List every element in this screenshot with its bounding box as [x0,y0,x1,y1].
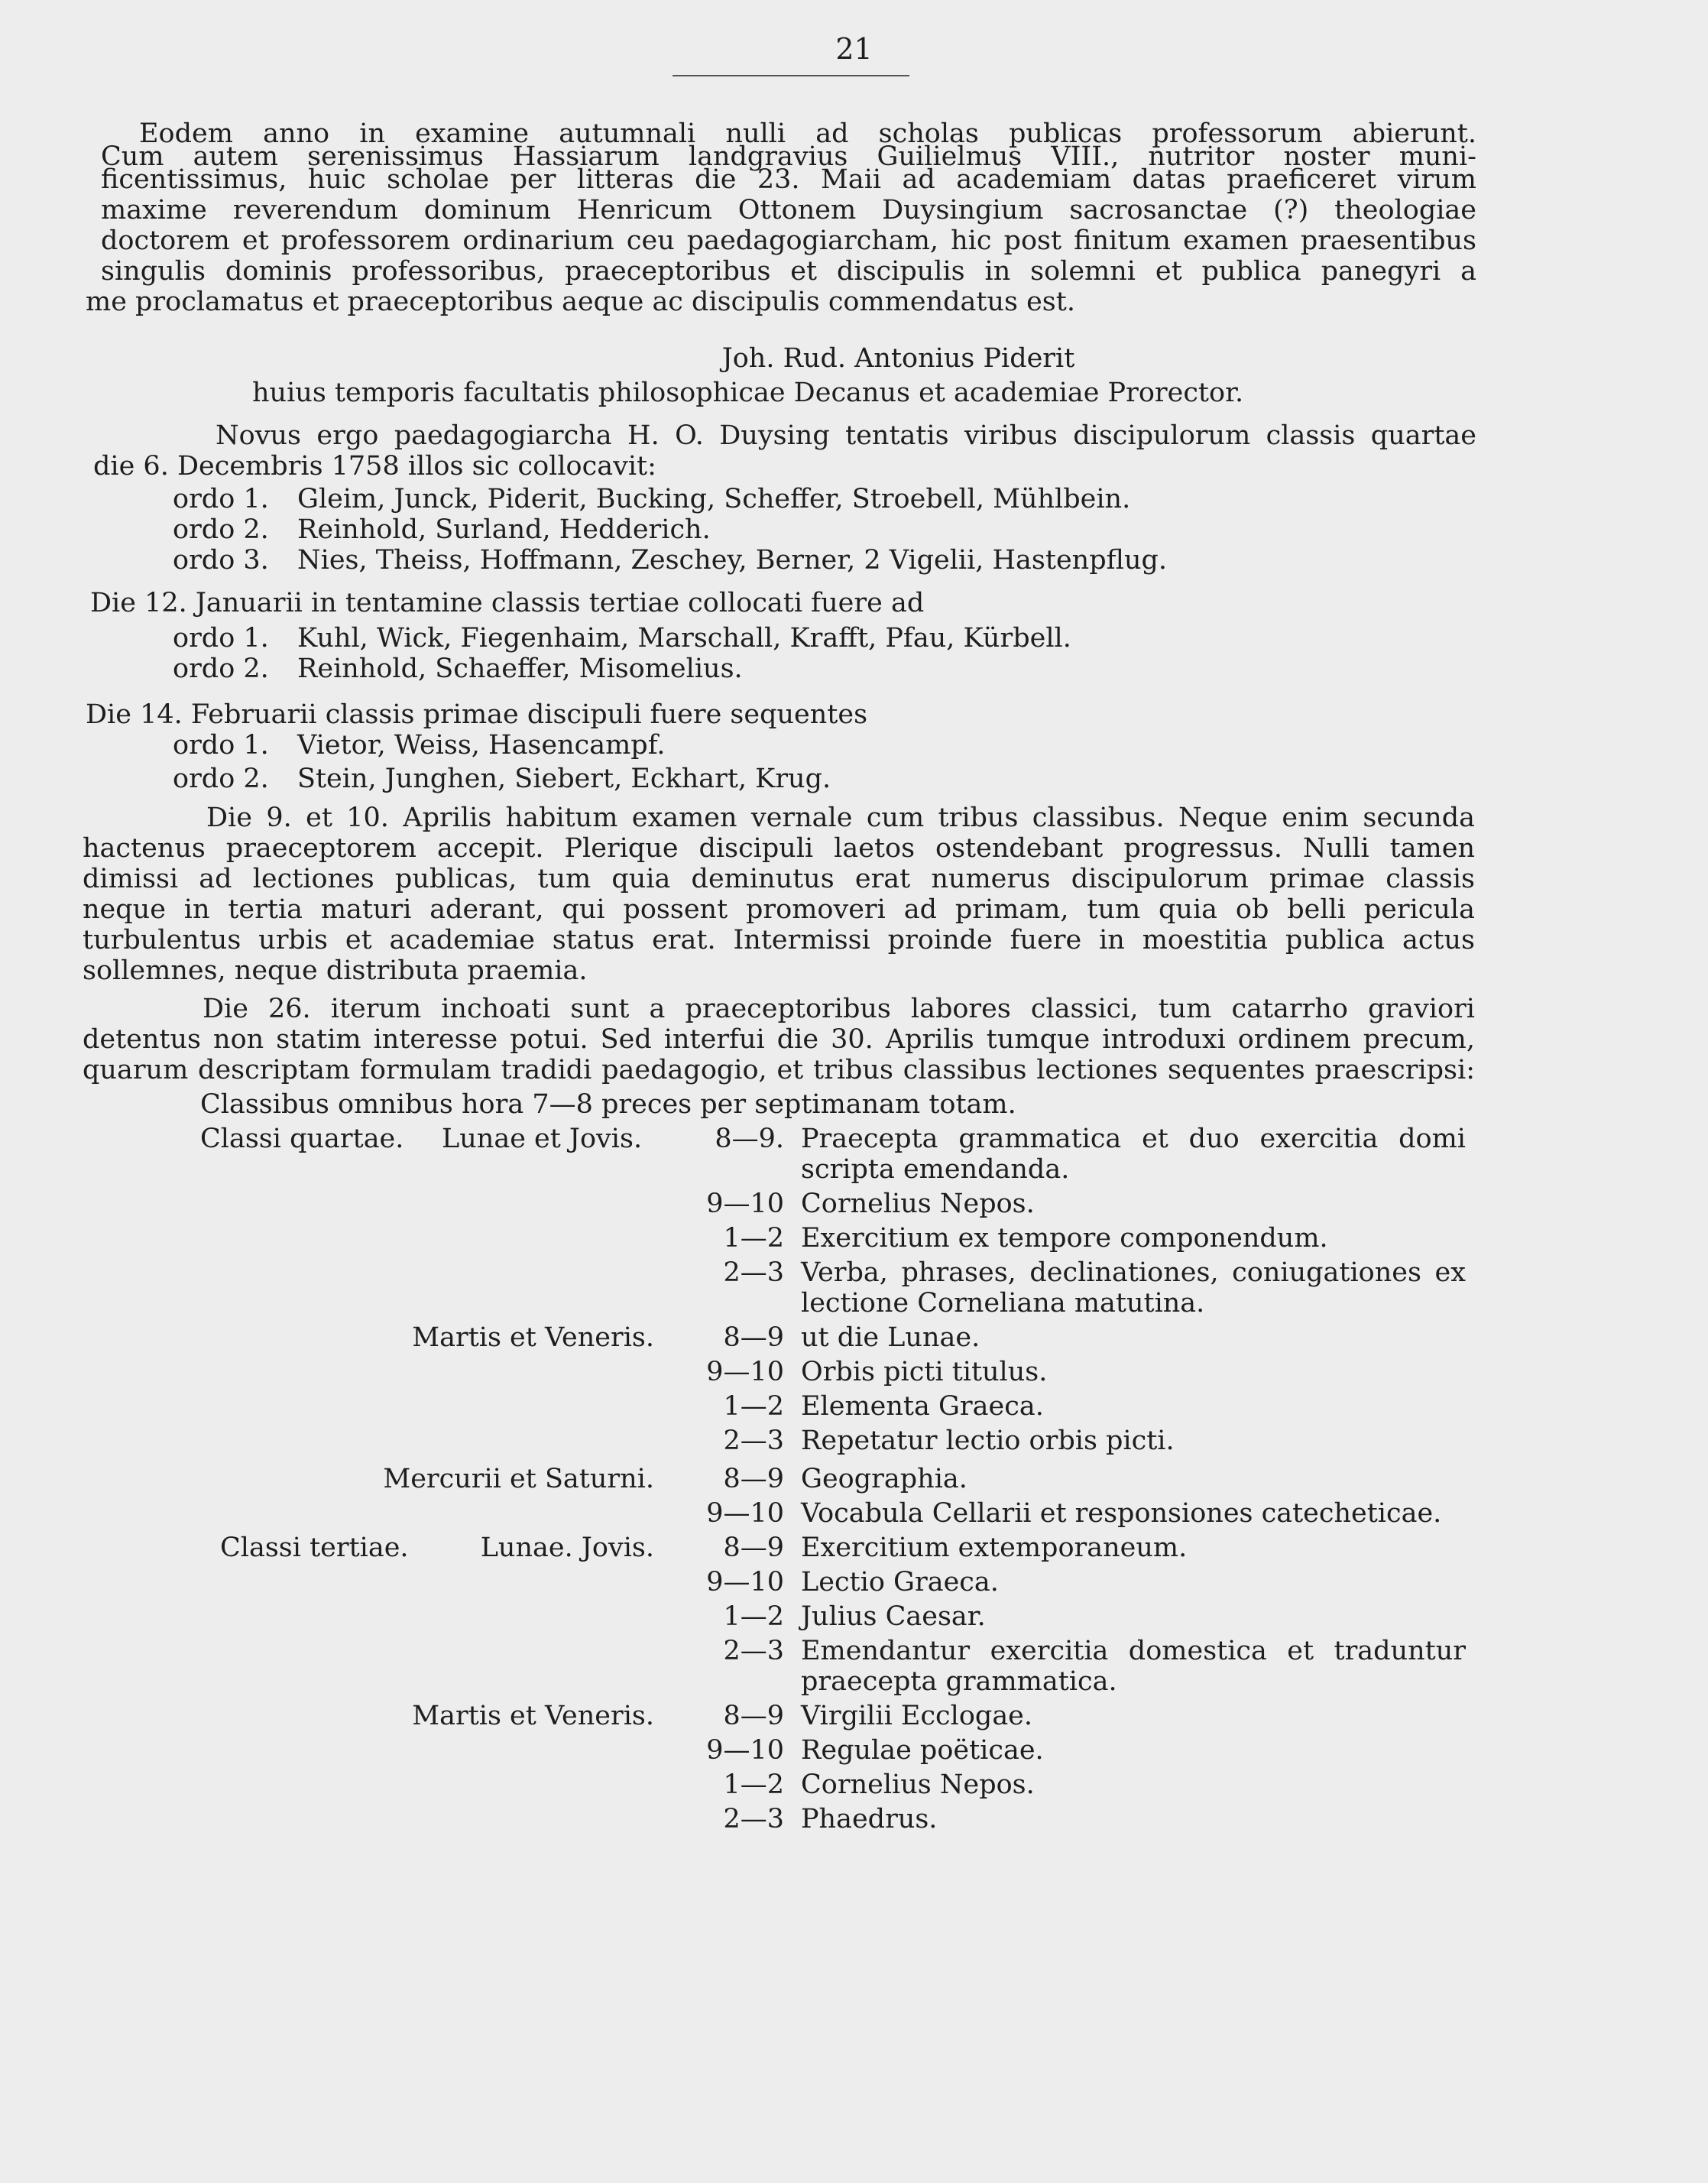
time-slot: 8—9 [723,1701,784,1731]
text-line: hactenus praeceptorem accepit. Plerique discipuli laetos ostendebant progressus. Nulli tamen [83,833,1475,864]
time-slot: 9—10 [706,1567,784,1598]
lesson-text: Lectio Graeca. [801,1567,999,1598]
time-slot: 1—2 [723,1601,784,1632]
ordo-row: ordo 1. Vietor, Weiss, Hasencampf. [173,730,666,761]
lesson-text: ut die Lunae. [801,1322,980,1353]
time-slot: 9—10 [706,1498,784,1529]
time-slot: 8—9 [723,1464,784,1494]
ordo-row: ordo 3. Nies, Theiss, Hoffmann, Zeschey, Berner, 2 Vigelii, Hastenpflug. [173,545,1168,576]
text-line: me proclamatus et praeceptoribus aeque ac discipulis commendatus est. [86,287,1075,317]
lesson-text: Virgilii Ecclogae. [801,1701,1033,1731]
text-line: singulis dominis professoribus, praeceptoribus et discipulis in solemni et publica panegyri a [101,256,1476,287]
lesson-text: Julius Caesar. [801,1601,986,1632]
time-slot: 9—10 [706,1357,784,1387]
text-line: Die 12. Januarii in tentamine classis tertiae collocati fuere ad [90,588,925,618]
lesson-text: Cornelius Nepos. [801,1189,1035,1219]
time-slot: 8—9 [723,1322,784,1353]
day-label: Martis et Veneris. [412,1322,654,1353]
text-line: die 6. Decembris 1758 illos sic collocavit: [93,451,656,482]
text-line: Cum autem serenissimus Hassiarum landgravius Guilielmus VIII., nutritor noster muni- [101,141,1476,172]
time-slot: 2—3 [723,1426,784,1456]
day-label: Mercurii et Saturni. [383,1464,654,1494]
lesson-text: Phaedrus. [801,1804,938,1834]
ordo-row: ordo 2. Reinhold, Schaeffer, Misomelius. [173,654,743,684]
text-line: Classibus omnibus hora 7—8 preces per septimanam totam. [200,1089,1016,1120]
lesson-text: Geographia. [801,1464,967,1494]
time-slot: 9—10 [706,1189,784,1219]
class-label: Classi tertiae. [220,1533,409,1563]
text-line: Novus ergo paedagogiarcha H. O. Duysing tentatis viribus discipulorum classis quartae [216,420,1476,451]
text-line: maxime reverendum dominum Henricum Ottonem Duysingium sacrosanctae (?) theologiae [101,195,1476,225]
text-line: dimissi ad lectiones publicas, tum quia deminutus erat numerus discipulorum primae classis [83,864,1475,894]
time-slot: 1—2 [723,1769,784,1800]
lesson-text: Regulae poëticae. [801,1735,1044,1766]
text-line: Eodem anno in examine autumnali nulli ad scholas publicas professorum abierunt. [139,118,1476,149]
lesson-text: scripta emendanda. [801,1154,1070,1185]
time-slot: 2—3 [723,1257,784,1288]
class-label: Classi quartae. [200,1124,404,1154]
text-line: ficentissimus, huic scholae per litteras die 23. Maii ad academiam datas praeficeret virum [101,164,1476,195]
lesson-text: Orbis picti titulus. [801,1357,1048,1387]
lesson-text: Emendantur exercitia domestica et traduntur [801,1636,1466,1666]
time-slot: 8—9 [723,1533,784,1563]
text-line: Die 14. Februarii classis primae discipuli fuere sequentes [86,699,868,730]
ordo-row: ordo 2. Reinhold, Surland, Hedderich. [173,514,711,545]
ordo-row: ordo 1. Kuhl, Wick, Fiegenhaim, Marschall, Krafft, Pfau, Kürbell. [173,623,1071,654]
day-label: Lunae. Jovis. [480,1533,654,1563]
lesson-text: Praecepta grammatica et duo exercitia domi [801,1124,1466,1154]
text-line: quarum descriptam formulam tradidi paedagogio, et tribus classibus lectiones sequentes praescripsi: [83,1055,1475,1085]
lesson-text: Exercitium extemporaneum. [801,1533,1188,1563]
text-line: Die 26. iterum inchoati sunt a praeceptoribus labores classici, tum catarrho graviori [203,994,1475,1024]
ordo-row: ordo 1. Gleim, Junck, Piderit, Bucking, Scheffer, Stroebell, Mühlbein. [173,484,1131,514]
time-slot: 2—3 [723,1804,784,1834]
text-line: doctorem et professorem ordinarium ceu paedagogiarcham, hic post finitum examen praesentibus [101,225,1476,256]
time-slot: 2—3 [723,1636,784,1666]
text-line: detentus non statim interesse potui. Sed interfui die 30. Aprilis tumque introduxi ordinem precum, [83,1024,1475,1055]
time-slot: 1—2 [723,1391,784,1422]
day-label: Lunae et Jovis. [442,1124,643,1154]
time-slot: 1—2 [723,1223,784,1254]
lesson-text: Vocabula Cellarii et responsiones catecheticae. [801,1498,1442,1529]
time-slot: 8—9. [715,1124,784,1154]
text-line: neque in tertia maturi aderant, qui possent promoveri ad primam, tum quia ob belli pericula [83,894,1475,925]
lesson-text: Exercitium ex tempore componendum. [801,1223,1328,1254]
lesson-text: Cornelius Nepos. [801,1769,1035,1800]
lesson-text: praecepta grammatica. [801,1666,1117,1697]
signature-title: huius temporis facultatis philosophicae Decanus et academiae Prorector. [252,378,1244,408]
page-number: 21 [835,32,873,66]
signature-name: Joh. Rud. Antonius Piderit [721,343,1075,374]
ordo-row: ordo 2. Stein, Junghen, Siebert, Eckhart, Krug. [173,764,831,794]
header-rule [673,75,909,76]
lesson-text: Verba, phrases, declinationes, coniugationes ex [801,1257,1466,1288]
time-slot: 9—10 [706,1735,784,1766]
lesson-text: Elementa Graeca. [801,1391,1044,1422]
text-line: sollemnes, neque distributa praemia. [83,955,588,986]
text-line: Die 9. et 10. Aprilis habitum examen vernale cum tribus classibus. Neque enim secunda [206,803,1475,833]
day-label: Martis et Veneris. [412,1701,654,1731]
lesson-text: Repetatur lectio orbis picti. [801,1426,1175,1456]
text-line: turbulentus urbis et academiae status erat. Intermissi proinde fuere in moestitia publica actus [83,925,1475,955]
lesson-text: lectione Corneliana matutina. [801,1288,1205,1319]
